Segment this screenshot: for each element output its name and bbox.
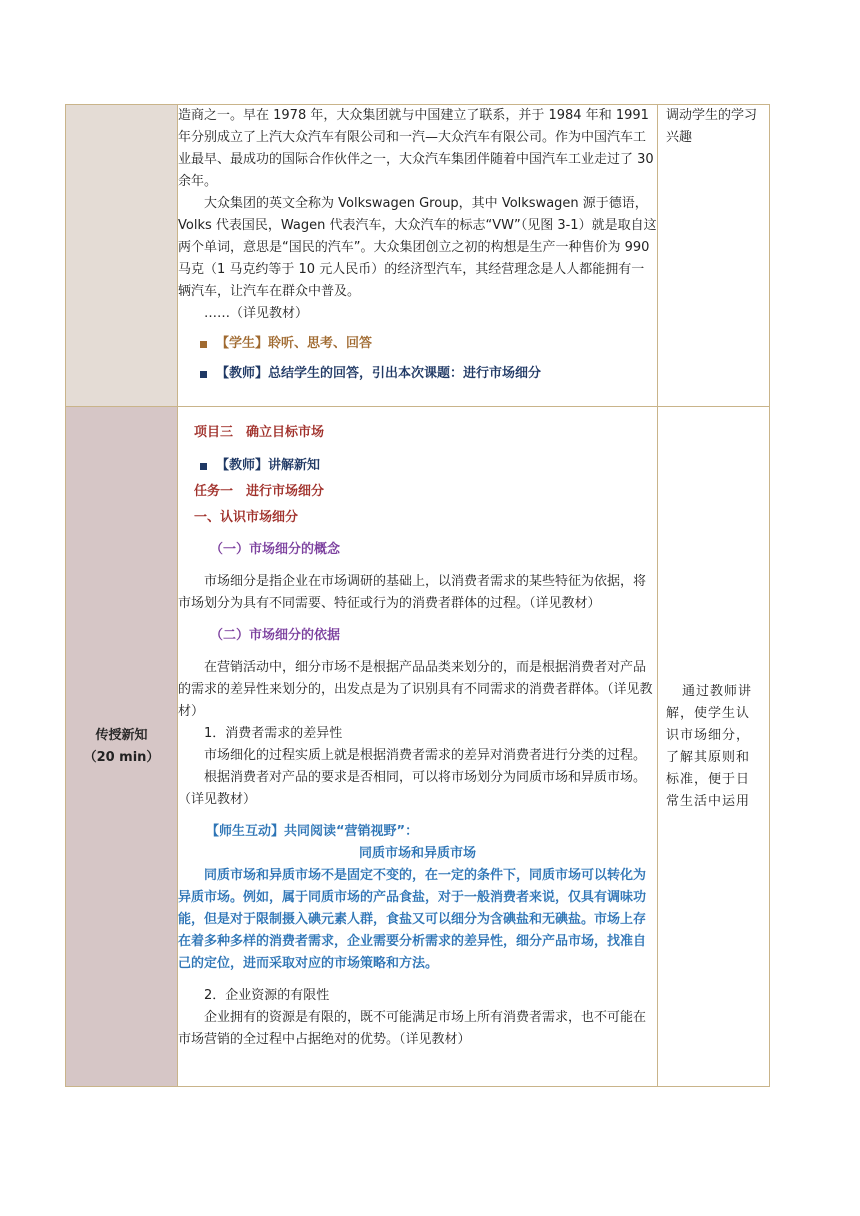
table-row [66, 105, 770, 407]
interaction-subtitle: 同质市场和异质市场 [358, 846, 476, 861]
table-row [66, 407, 770, 1087]
definition-paragraph: 市场细分是指企业在市场调研的基础上，以消费者需求的某些特征为依据，将市场划分为具有不同需要、特征或行为的消费者群体的过程。（详见教材） [178, 574, 647, 611]
interaction-body: 同质市场和异质市场不是固定不变的，在一定的条件下，同质市场可以转化为异质市场。例如，属于同质市场的产品食盐，对于一般消费者来说，仅具有调味功能，但是对于限制摄入碘元素人群，食盐又可以细分为含碘盐和无碘盐。市场上存在着多种多样的消费者需求，企业需要分析需求的差异性，细分产品市场，找准自己的定位，进而采取对应的市场策略和方法。 [178, 868, 647, 971]
subsection-heading: （一）市场细分的概念 [210, 542, 341, 557]
subsection-heading: （二）市场细分的依据 [210, 628, 341, 643]
stage-cell-empty [66, 105, 178, 407]
student-bullet: 【学生】聆听、思考、回答 [178, 333, 657, 355]
list-item-heading: 2．企业资源的有限性 [204, 988, 330, 1003]
body-paragraph: 根据消费者对产品的要求是否相同，可以将市场划分为同质市场和异质市场。（详见教材） [178, 770, 647, 807]
square-bullet-icon [200, 341, 207, 348]
body-paragraph: 市场细化的过程实质上就是根据消费者需求的差异对消费者进行分类的过程。 [204, 748, 647, 763]
content-cell [178, 105, 658, 407]
intro-paragraph-1: 造商之一。早在 1978 年，大众集团就与中国建立了联系，并于 1984 年和 1991 年分别成立了上汽大众汽车有限公司和一汽—大众汽车有限公司。作为中国汽车工业最早、最成功的国际合作伙伴之一，大众汽车集团伴随着中国汽车工业走过了 30 余年。 [178, 108, 654, 189]
task-title: 任务一 进行市场细分 [194, 484, 325, 499]
lesson-plan-table [65, 104, 770, 1087]
design-intent-text: 通过教师讲解，使学生认识市场细分，了解其原则和标准，便于日常生活中运用 [666, 683, 753, 809]
stage-cell [66, 407, 178, 1087]
stage-label: 传授新知 [95, 727, 148, 743]
teacher-bullet: 【教师】讲解新知 [178, 455, 657, 477]
stage-duration: （20 min） [83, 749, 160, 765]
section-heading: 一、认识市场细分 [194, 510, 299, 525]
basis-paragraph: 在营销活动中，细分市场不是根据产品品类来划分的，而是根据消费者对产品的需求的差异性来划分的，出发点是为了识别具有不同需求的消费者群体。（详见教材） [178, 660, 653, 719]
see-textbook-note: ……（详见教材） [204, 306, 309, 321]
design-intent-cell [658, 407, 770, 1087]
content-cell [178, 407, 658, 1087]
design-intent-cell [658, 105, 770, 407]
teacher-bullet: 【教师】总结学生的回答，引出本次课题：进行市场细分 [178, 363, 657, 385]
list-item-heading: 1．消费者需求的差异性 [204, 726, 343, 741]
design-intent-text: 调动学生的学习兴趣 [666, 108, 758, 145]
square-bullet-icon [200, 371, 207, 378]
interaction-title: 【师生互动】共同阅读“营销视野”： [206, 824, 419, 839]
body-paragraph: 企业拥有的资源是有限的，既不可能满足市场上所有消费者需求，也不可能在市场营销的全过程中占据绝对的优势。（详见教材） [178, 1010, 647, 1047]
intro-paragraph-2: 大众集团的英文全称为 Volkswagen Group，其中 Volkswagen 源于德语，Volks 代表国民，Wagen 代表汽车，大众汽车的标志“VW”（见图 3-1）就是取自这两个单词，意思是“国民的汽车”。大众集团创立之初的构想是生产一种售价为 990 马克（1 马克约等于 10 元人民币）的经济型汽车，其经营理念是人人都能拥有一辆汽车，让汽车在群众中普及。 [178, 196, 657, 299]
square-bullet-icon [200, 463, 207, 470]
project-title: 项目三 确立目标市场 [194, 425, 325, 440]
